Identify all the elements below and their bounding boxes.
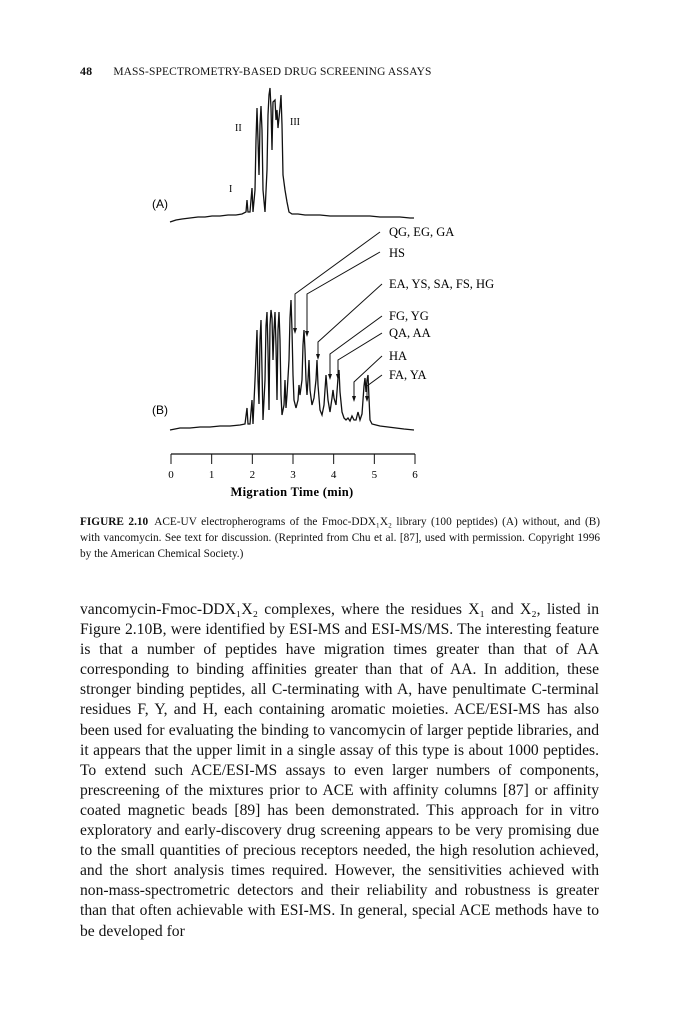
x-tick-label: 5 [371,469,378,481]
x-tick-label: 6 [412,469,418,481]
x-tick-label: 1 [208,469,215,481]
peak-label-a-3: III [290,117,300,128]
leader-qg [295,232,380,330]
peak-label-a-1: I [229,184,233,195]
x-tick-label: 4 [330,469,337,481]
annotation-ha: HA [389,349,408,363]
annotation-hs: HS [389,246,405,260]
x-axis-label: Migration Time (min) [230,485,354,499]
body-paragraph: vancomycin-Fmoc-DDX₁X₂ complexes, where the residues X₁ and X₂, listed in Figure 2.10B, were identified by ESI-MS and ESI-MS/MS. The interesting feature is that a number of peptides have migration times greater than that of AA corresponding to binding affinities greater than that of AA. In addition, these stronger binding peptides, all C-terminating with A, have penultimate C-terminal residues F, Y, and H, each containing aromatic moieties. ACE/ESI-MS has also been used for evaluating the binding to vancomycin of larger peptide libraries, and it appears that the upper limit in a single assay of this type is about 1000 peptides. To extend such ACE/ESI-MS assays to even larger numbers of components, prescreening of the mixtures prior to ACE with affinity columns [87] or affinity coated magnetic beads [89] has been demonstrated. This approach for in vitro exploratory and early-discovery drug screening appears to be very promising due to the small quantities of precious receptors needed, the high resolution achieved, and the short analysis times required. However, the sensitivities achieved with non-mass-spectrometric detectors and their reliability and robustness is greater than that often achievable with ESI-MS. In general, special ACE methods have to be developed for [80,601,599,940]
x-tick-label: 2 [249,469,256,481]
x-tick-label: 0 [168,469,174,481]
figure-caption-label: FIGURE 2.10 [80,516,149,528]
figure-caption [80,514,600,562]
electropherogram-figure [0,0,678,510]
annotation-fg: FG, YG [389,309,429,323]
panel-a-label: (A) [152,197,168,211]
body-text [80,600,599,942]
annotation-ea: EA, YS, SA, FS, HG [389,277,495,291]
trace-a [170,88,414,222]
peak-label-a-2: II [235,123,242,134]
x-axis-ticks [168,454,418,481]
leader-ea [318,284,382,356]
figure-caption-text: ACE-UV electropherograms of the Fmoc-DDX₁X₂ library (100 peptides) (A) without, and (B) with vancomycin. See text for discussion. (Reprinted from Chu et al. [87], used with permission. Copyright 1996 by the American Chemical Society.) [80,516,600,560]
annotation-qa: QA, AA [389,326,431,340]
leader-qa [338,333,382,376]
running-title: MASS-SPECTROMETRY-BASED DRUG SCREENING ASSAYS [113,66,432,78]
page-number: 48 [80,64,93,78]
panel-b-label: (B) [152,403,168,417]
leader-hs [307,252,380,333]
x-tick-label: 3 [290,469,296,481]
annotation-fa: FA, YA [389,368,427,382]
annotation-qg: QG, EG, GA [389,225,455,239]
